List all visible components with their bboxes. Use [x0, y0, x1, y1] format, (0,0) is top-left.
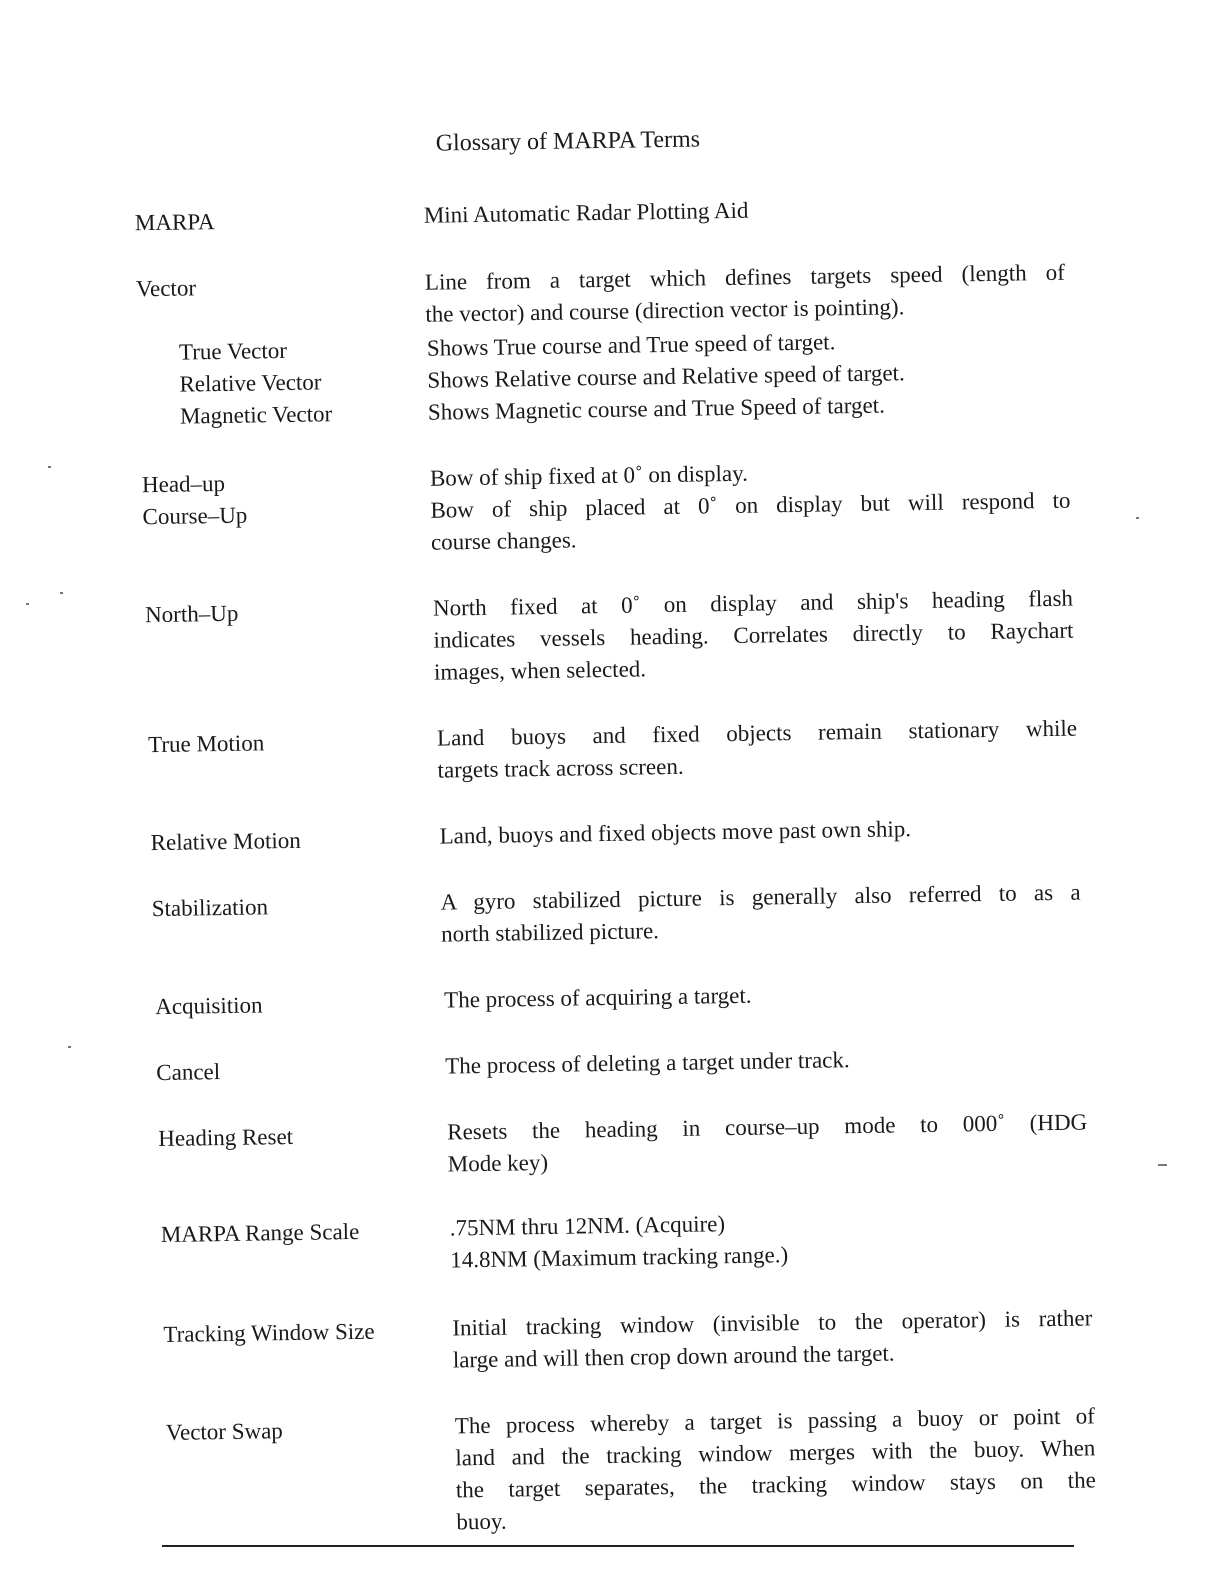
definition-marpa-range-scale: [450, 1202, 1091, 1276]
term-relative-vector: Relative Vector: [179, 369, 322, 397]
definition-course-up: [430, 485, 1071, 559]
definition-relative-vector: Shows Relative course and Relative speed of target.: [427, 360, 905, 393]
definition-line: north stabilized picture.: [440, 918, 660, 947]
page-title: Glossary of MARPA Terms: [435, 126, 701, 157]
scan-speck: [1136, 517, 1139, 519]
definition-line: Line from a target which defines targets speed (length of: [424, 259, 1066, 295]
term-marpa: MARPA: [134, 209, 215, 236]
definition-line: Mini Automatic Radar Plotting Aid: [423, 197, 749, 228]
term-stabilization: Stabilization: [151, 894, 269, 922]
scan-speck: [48, 466, 51, 468]
definition-line: Mode key): [447, 1149, 549, 1177]
definition-vector-swap: [455, 1400, 1097, 1538]
definition-marpa: [424, 190, 1064, 232]
definition-north-up: [433, 583, 1074, 689]
definition-acquisition: [444, 975, 1084, 1017]
definition-true-vector: Shows True course and True speed of target.: [426, 329, 836, 361]
term-vector: Vector: [135, 275, 197, 302]
term-vector-swap: Vector Swap: [165, 1418, 284, 1445]
term-cancel: Cancel: [156, 1059, 221, 1086]
definition-line: indicates vessels heading. Correlates directly to Raychart: [433, 617, 1074, 653]
scan-speck: [68, 1046, 71, 1048]
definition-line: Land buoys and fixed objects remain stationary while: [436, 715, 1078, 751]
term-north-up: North–Up: [144, 600, 239, 628]
definition-stabilization: [440, 877, 1081, 951]
term-tracking-window-size: Tracking Window Size: [163, 1318, 375, 1348]
definition-vector: [425, 257, 1066, 331]
definition-line: The process whereby a target is passing a buoy or point of: [454, 1403, 1095, 1439]
term-heading-reset: Heading Reset: [158, 1123, 294, 1152]
definition-line: images, when selected.: [433, 656, 647, 685]
scan-speck: [60, 592, 63, 594]
definition-line: course changes.: [430, 527, 577, 555]
definition-line: Resets the heading in course–up mode to 000˚ (HDG: [447, 1109, 1088, 1145]
term-marpa-range-scale: MARPA Range Scale: [160, 1218, 360, 1248]
scan-speck: [1158, 1164, 1167, 1166]
definition-tracking-window-size: [452, 1302, 1093, 1376]
definition-line: the vector) and course (direction vector is pointing).: [425, 294, 905, 327]
definition-line: Bow of ship placed at 0˚ on display but will respond to: [430, 487, 1071, 523]
term-true-motion: True Motion: [147, 730, 265, 758]
scan-speck: [26, 603, 29, 605]
definition-relative-motion: [439, 811, 1079, 853]
definition-line: land and the tracking window merges with the buoy. When: [455, 1435, 1096, 1471]
definition-heading-reset: [447, 1106, 1088, 1180]
definition-line: 14.8NM (Maximum tracking range.): [450, 1242, 789, 1273]
definition-line: North fixed at 0˚ on display and ship's heading flash: [432, 585, 1074, 621]
term-magnetic-vector: Magnetic Vector: [179, 401, 333, 429]
vector-subterms: [179, 334, 333, 432]
definition-line: Initial tracking window (invisible to the operator) is rather: [452, 1305, 1093, 1341]
term-acquisition: Acquisition: [155, 992, 263, 1020]
term-head-up: Head–up: [141, 470, 226, 498]
definition-magnetic-vector: Shows Magnetic course and True Speed of target.: [427, 392, 886, 425]
definition-line: The process of acquiring a target.: [443, 982, 752, 1013]
definition-line: Bow of ship fixed at 0˚ on display.: [429, 460, 749, 491]
definition-line: The process of deleting a target under track.: [445, 1047, 850, 1079]
term-course-up: Course–Up: [142, 502, 248, 530]
definition-line: large and will then crop down around the target.: [452, 1340, 895, 1373]
vector-subdefinitions: [427, 325, 906, 428]
footer-rule: [162, 1545, 1074, 1547]
definition-line: the target separates, the tracking window stays on the: [455, 1467, 1096, 1503]
definition-line: targets track across screen.: [437, 753, 684, 783]
definition-line: Land, buoys and fixed objects move past own ship.: [439, 816, 912, 849]
definition-line: A gyro stabilized picture is generally also referred to as a: [440, 879, 1081, 915]
definition-true-motion: [437, 713, 1078, 787]
term-relative-motion: Relative Motion: [150, 827, 301, 856]
definition-cancel: [445, 1040, 1085, 1082]
term-true-vector: True Vector: [178, 337, 288, 365]
definition-line: .75NM thru 12NM. (Acquire): [449, 1211, 726, 1241]
definition-line: buoy.: [456, 1508, 507, 1535]
